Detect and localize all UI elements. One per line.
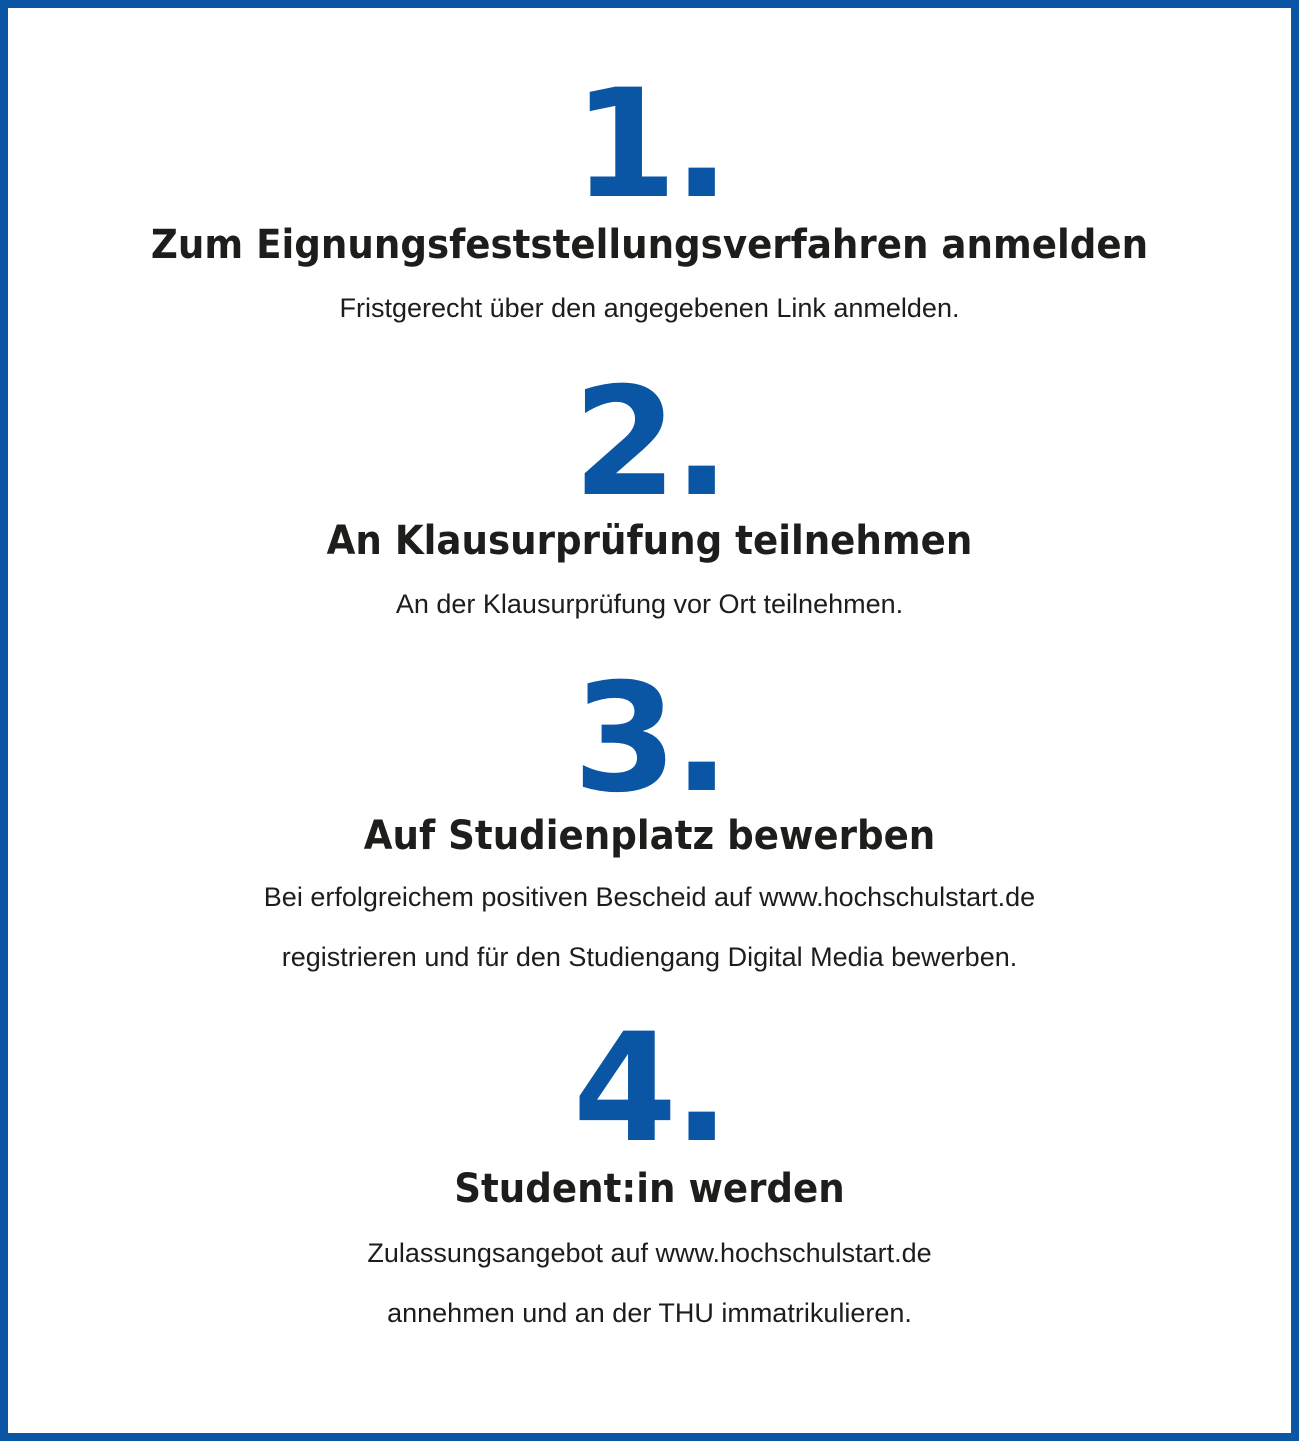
step-3-line-1: Bei erfolgreichem positiven Bescheid auf www.hochschulstart.de: [263, 882, 1036, 912]
step-2-description: [8, 574, 1291, 634]
step-4-number: 4.: [572, 1002, 727, 1176]
step-4-description: [8, 1223, 1291, 1343]
step-2-line-1: An der Klausurprüfung vor Ort teilnehmen.: [395, 589, 904, 619]
step-1-description: [8, 278, 1291, 338]
step-1-number: 1.: [572, 58, 727, 232]
step-3-description: [8, 867, 1291, 987]
step-2-number: 2.: [572, 356, 727, 530]
step-4-title: Student:in werden: [454, 1166, 845, 1212]
step-3-line-2: registrieren und für den Studiengang Digital Media bewerben.: [281, 942, 1018, 972]
step-1-title: Zum Eignungsfeststellungsverfahren anmelden: [150, 222, 1149, 268]
step-4-line-1: Zulassungsangebot auf www.hochschulstart.de: [367, 1238, 932, 1268]
step-2-title: An Klausurprüfung teilnehmen: [326, 518, 973, 564]
step-3-number: 3.: [572, 652, 727, 826]
step-4-line-2: annehmen und an der THU immatrikulieren.: [387, 1298, 912, 1328]
step-3-title: Auf Studienplatz bewerben: [363, 813, 936, 859]
step-1-line-1: Fristgerecht über den angegebenen Link anmelden.: [339, 293, 960, 323]
